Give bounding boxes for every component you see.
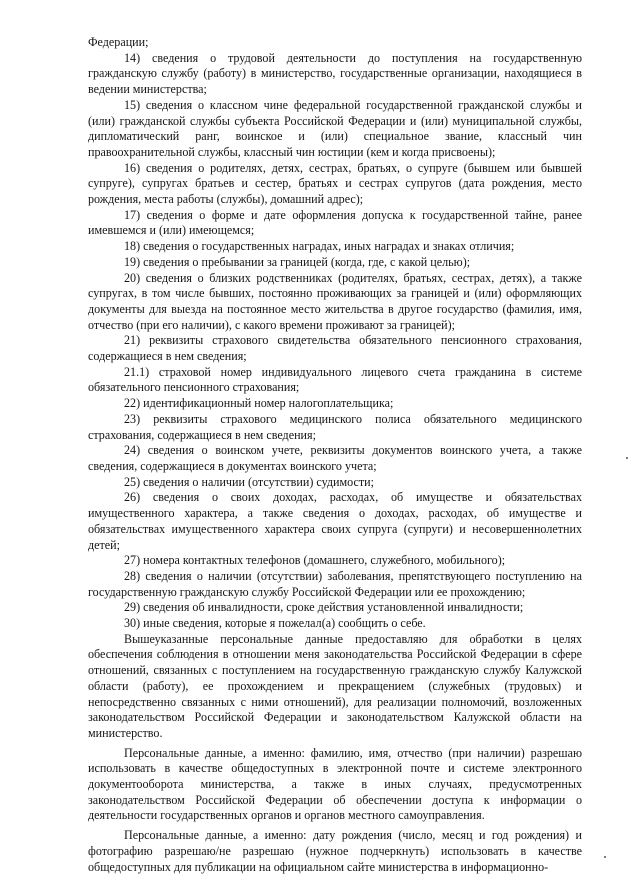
scan-speck: [626, 457, 628, 459]
list-item-19: 19) сведения о пребывании за границей (когда, где, с какой целью);: [124, 254, 471, 269]
list-item-15: 15) сведения о классном чине федеральной государственной гражданской службы и (или) гражданской службы субъекта Российской Федерации и (или) муниципальной службы, дипломатический ранг, воинское и (или) специальное звание, классный чин правоохранительной службы, классный чин юстиции (кем и когда присвоены);: [88, 97, 582, 159]
list-item-14: 14) сведения о трудовой деятельности до поступления на государственную гражданскую службу (работу) в министерство, государственные организации, находящиеся в ведении министерства;: [88, 50, 582, 97]
public-data-paragraph: Персональные данные, а именно: фамилию, имя, отчество (при наличии) разрешаю использовать в качестве общедоступных в электронной почте и системе электронного документооборота министерства, а также в иных случаях, предусмотренных законодательством Российской Федерации об обеспечении доступа к информации о деятельности государственных органов и органов местного самоуправления.: [88, 745, 582, 823]
consent-purpose-paragraph: Вышеуказанные персональные данные предоставляю для обработки в целях обеспечения соблюдения в отношении меня законодательства Российской Федерации в сфере отношений, связанных с поступлением на государственную гражданскую службу Калужской области (работу), ее прохождением и прекращением (служебных (трудовых) и непосредственно связанных с ними отношений), для реализации полномочий, возложенных законодательством Российской Федерации и законодательством Калужской области на министерство.: [88, 631, 582, 740]
list-item-23: 23) реквизиты страхового медицинского полиса обязательного медицинского страхования, содержащиеся в нем сведения;: [88, 411, 582, 442]
list-item-21-1: 21.1) страховой номер индивидуального лицевого счета гражданина в системе обязательного пенсионного страхования;: [88, 364, 582, 395]
list-item-20: 20) сведения о близких родственниках (родителях, братьях, сестрах, детях), а также супругах, в том числе бывших, постоянно проживающих за границей и (или) оформляющих документы для выезда на постоянное место жительства в другое государство (фамилия, имя, отчество (при его наличии), с какого времени проживают за границей);: [88, 270, 582, 332]
list-item-22: 22) идентификационный номер налогоплательщика;: [124, 396, 394, 411]
scan-speck: [604, 856, 606, 858]
list-item-16: 16) сведения о родителях, детях, сестрах, братьях, о супруге (бывшем или бывшей супруге), супругах братьев и сестер, братьях и сестрах супругов (дата рождения, место рождения, места работы (службы), домашний адрес);: [88, 160, 582, 207]
publication-consent-paragraph: Персональные данные, а именно: дату рождения (число, месяц и год рождения) и фотографию разрешаю/не разрешаю (нужное подчеркнуть) использовать в качестве общедоступных для публикации на официальном сайте министерства в информационно-: [88, 828, 582, 874]
list-item-25: 25) сведения о наличии (отсутствии) судимости;: [124, 474, 374, 489]
list-item-26: 26) сведения о своих доходах, расходах, об имуществе и обязательствах имущественного характера, а также сведения о доходах, расходах, об имуществе и обязательствах имущественного характера своих супруга (супруги) и несовершеннолетних детей;: [88, 490, 582, 552]
list-item-21: 21) реквизиты страхового свидетельства обязательного пенсионного страхования, содержащиеся в нем сведения;: [88, 333, 582, 364]
list-item-28: 28) сведения о наличии (отсутствии) заболевания, препятствующего поступлению на государственную гражданскую службу Российской Федерации или ее прохождению;: [88, 568, 582, 599]
list-item-18: 18) сведения о государственных наградах, иных наградах и знаках отличия;: [124, 239, 515, 254]
list-item-29: 29) сведения об инвалидности, сроке действия установленной инвалидности;: [124, 600, 524, 615]
list-item-30: 30) иные сведения, которые я пожелал(а) сообщить о себе.: [124, 616, 426, 631]
list-item-27: 27) номера контактных телефонов (домашнего, служебного, мобильного);: [124, 553, 506, 568]
list-item-24: 24) сведения о воинском учете, реквизиты документов воинского учета, а также сведения, содержащиеся в документах воинского учета;: [88, 443, 582, 473]
list-item-17: 17) сведения о форме и дате оформления допуска к государственной тайне, ранее имевшемся и (или) имеющемся;: [88, 207, 582, 238]
document-page: [88, 35, 582, 875]
paragraph-continuation: Федерации;: [88, 35, 149, 49]
